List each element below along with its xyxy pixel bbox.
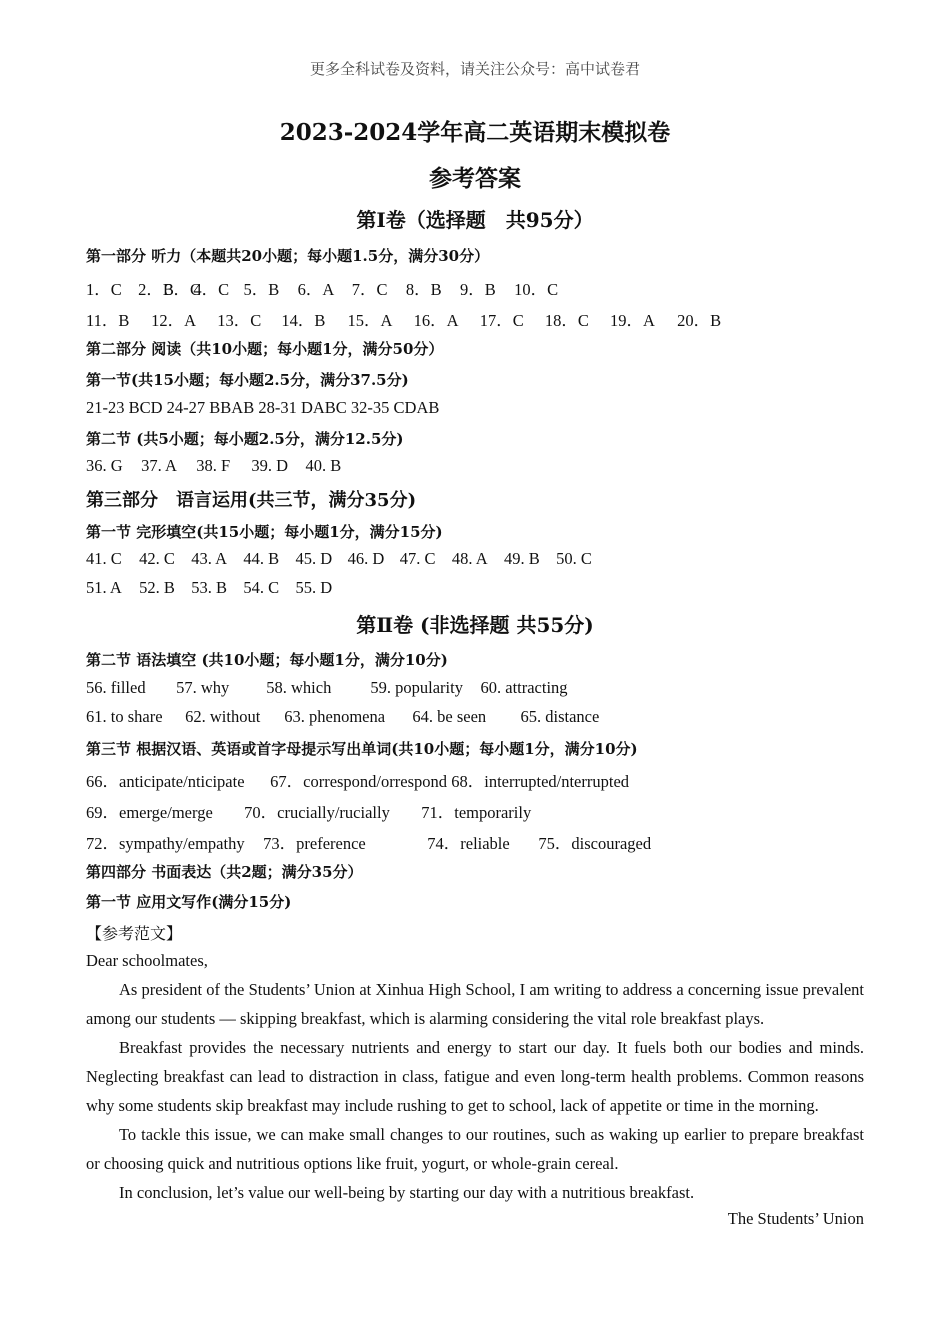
answer-item: 11．B <box>86 311 130 330</box>
letter-paragraph-1: As president of the Students’ Union at Xinhua High School, I am writing to address a concerning issue prevalent among our students — skipping breakfast, which is alarming considering the vital role breakfast plays. <box>86 980 864 1028</box>
answer-item: 49. B <box>504 549 540 568</box>
part3-answers-row2 <box>86 578 344 598</box>
answer-item: 43. A <box>191 549 228 568</box>
answer-item: 37. A <box>141 456 177 475</box>
answer-item: 52. B <box>139 578 175 597</box>
answer-item: 2．B <box>138 280 174 299</box>
letter-greeting: Dear schoolmates, <box>86 951 208 970</box>
part3-answers-row1 <box>86 549 604 569</box>
answer-item: 13．C <box>217 311 262 330</box>
answer-item: 36. G <box>86 456 123 475</box>
part2-section1-answers: 21-23 BCD 24-27 BBAB 28-31 DABC 32-35 CDAB <box>86 398 440 417</box>
answer-item: 47. C <box>399 549 436 568</box>
letter-paragraph-3: To tackle this issue, we can make small changes to our routines, such as waking up earlier to prepare breakfast or choosing quick and nutritious options like fruit, yogurt, or whole-grain cereal. <box>86 1125 864 1173</box>
answer-item: 4．C <box>193 280 230 299</box>
answer-item: 64. be seen <box>412 707 487 726</box>
part2-section2-heading: 第二节 (共5小题；每小题2.5分，满分12.5分) <box>86 430 404 448</box>
answer-item: 10．C <box>514 280 559 299</box>
part1-answers-row1 <box>86 276 564 300</box>
answer-item: 59. popularity <box>370 678 463 697</box>
answer-item: 39. D <box>251 456 289 475</box>
answer-item: 19．A <box>610 311 655 330</box>
answer-item: 38. F <box>196 456 231 475</box>
answer-item: 70．crucially/rucially <box>244 803 390 822</box>
vocab-answers-row2 <box>86 799 541 823</box>
letter-signature: The Students’ Union <box>727 1209 864 1228</box>
answer-item: 62. without <box>185 707 261 726</box>
answer-item: 50. C <box>556 549 592 568</box>
grammar-answers-row2 <box>86 707 611 727</box>
answer-item: 6．A <box>297 280 335 299</box>
answer-item: 16．A <box>413 311 459 330</box>
grammar-answers-row1 <box>86 678 591 698</box>
answer-item: 54. C <box>243 578 280 597</box>
answer-item: 53. B <box>191 578 228 597</box>
answer-item: 60. attracting <box>480 678 568 697</box>
answer-item: 44. B <box>243 549 280 568</box>
answer-item: 63. phenomena <box>284 707 386 726</box>
sample-essay-label: 【参考范文】 <box>86 924 183 943</box>
part4-section1-heading: 第一节 应用文写作(满分15分) <box>86 893 292 911</box>
answer-item: 68．interrupted/nterrupted <box>451 772 630 791</box>
part2-section2-answers <box>86 456 356 476</box>
answer-item: 41. C <box>86 549 122 568</box>
answer-item: 56. filled <box>86 678 146 697</box>
answer-item: 58. which <box>266 678 332 697</box>
answer-item: 61. to share <box>86 707 163 726</box>
answer-item: 51. A <box>86 578 122 597</box>
part1-heading: 第一部分 听力（本题共20小题；每小题1.5分，满分30分） <box>86 247 490 265</box>
page-title: 2023-2024学年高二英语期末模拟卷 <box>279 119 671 146</box>
answer-item: 1．C <box>86 280 122 299</box>
answer-item: 66．anticipate/nticipate <box>86 772 245 791</box>
answer-item: 20．B <box>677 311 722 330</box>
answer-item: 55. D <box>295 578 333 597</box>
answer-item: 17．C <box>479 311 524 330</box>
letter-paragraph-4: In conclusion, let’s value our well-being by starting our day with a nutritious breakfast. <box>119 1183 695 1202</box>
answer-item: 71．temporarily <box>421 803 532 822</box>
answer-item: 48. A <box>451 549 488 568</box>
answer-item: 5．B <box>243 280 280 299</box>
vocab-heading: 第三节 根据汉语、英语或首字母提示写出单词(共10小题；每小题1分，满分10分) <box>86 740 638 758</box>
letter-paragraph-2: Breakfast provides the necessary nutrients and energy to start our day. It fuels both our bodies and minds. Neglecting breakfast can lead to distraction in class, fatigue and even long-term health problems. Common reasons why some students skip breakfast may include rushing to get to school, lack of appetite or time in the morning. <box>86 1038 864 1115</box>
answer-item: 3．C <box>165 280 202 299</box>
part4-heading: 第四部分 书面表达（共2题；满分35分） <box>86 863 363 881</box>
answer-item: 40. B <box>305 456 342 475</box>
answer-item: 15．A <box>347 311 393 330</box>
answer-item: 57. why <box>176 678 230 697</box>
answer-item: 67．correspond/orrespond <box>270 772 448 791</box>
answer-item: 69．emerge/merge <box>86 803 213 822</box>
answer-item: 7．C <box>351 280 388 299</box>
part2-section1-heading: 第一节(共15小题；每小题2.5分，满分37.5分) <box>86 371 409 389</box>
answer-item: 8．B <box>405 280 442 299</box>
page-subtitle: 参考答案 <box>429 165 521 192</box>
grammar-heading: 第二节 语法填空 (共10小题；每小题1分，满分10分) <box>86 651 448 669</box>
part3-section1-heading: 第一节 完形填空(共15小题；每小题1分，满分15分) <box>86 523 443 541</box>
answer-item: 12．A <box>151 311 197 330</box>
answer-item: 14．B <box>281 311 326 330</box>
answer-item: 9．B <box>460 280 496 299</box>
part1-answers-row2 <box>86 307 727 331</box>
answer-item: 46. D <box>347 549 385 568</box>
answer-item: 74．reliable <box>427 834 510 853</box>
answer-item: 75．discouraged <box>538 834 652 853</box>
volume-2-heading: 第Ⅱ卷 (非选择题 共55分) <box>356 613 594 637</box>
volume-1-heading: 第Ⅰ卷（选择题 共95分） <box>356 208 594 232</box>
answer-item: 72．sympathy/empathy <box>86 834 245 853</box>
answer-item: 45. D <box>295 549 333 568</box>
answer-item: 65. distance <box>520 707 600 726</box>
vocab-answers-row3 <box>86 830 668 854</box>
part3-heading: 第三部分 语言运用(共三节，满分35分) <box>86 490 417 511</box>
vocab-answers-row1 <box>86 768 641 792</box>
answer-item: 42. C <box>139 549 175 568</box>
top-note: 更多全科试卷及资料，请关注公众号：高中试卷君 <box>309 60 640 78</box>
part2-heading: 第二部分 阅读（共10小题；每小题1分，满分50分） <box>86 340 444 358</box>
answer-item: 73．preference <box>263 834 366 853</box>
answer-item: 18．C <box>544 311 589 330</box>
